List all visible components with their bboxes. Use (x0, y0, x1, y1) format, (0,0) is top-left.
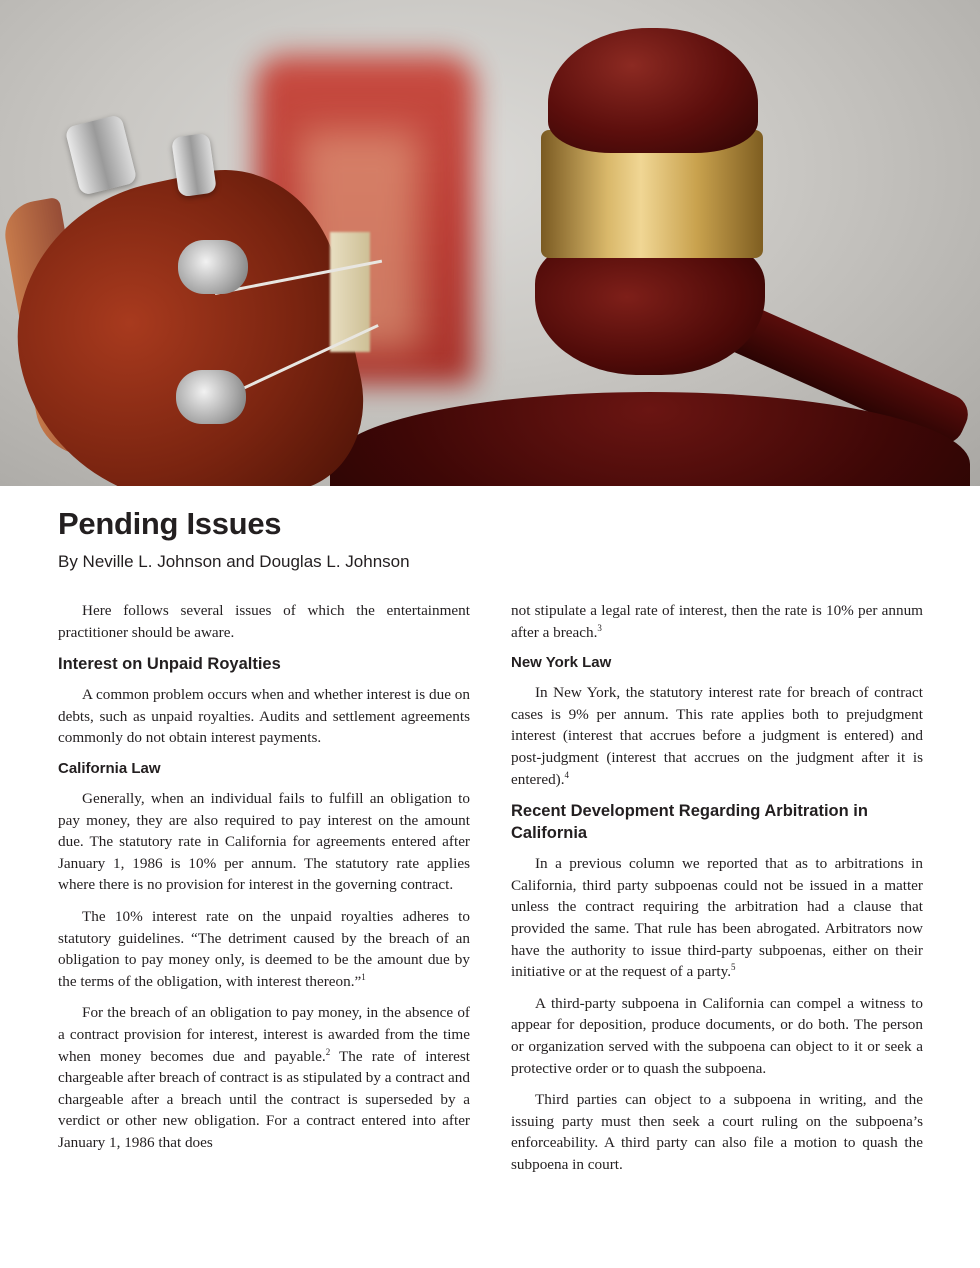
heading-california-law: California Law (58, 759, 161, 777)
paragraph-california-2 (58, 906, 470, 992)
tuning-peg-2 (171, 133, 217, 198)
tuner-post-2 (176, 370, 246, 424)
paragraph-arbitration-3: Third parties can object to a subpoena in writing, and the issuing party must then seek a court ruling on the subpoena’s enforceability. A third party can also file a motion to quash the subpoena in court. (511, 1091, 923, 1173)
heading-interest-unpaid-royalties: Interest on Unpaid Royalties (58, 655, 281, 674)
right-column (511, 600, 923, 1185)
footnote-ref-2: 2 (325, 1046, 331, 1057)
continued-paragraph (511, 600, 923, 643)
paragraph-california-3-text-a: For the breach of an obligation to pay money, in the absence of a contract provision for interest, interest is awarded from the time when money becomes due and payable. (58, 1004, 470, 1065)
paragraph-new-york-text: In New York, the statutory interest rate for breach of contract cases is 9% per annum. This rate applies both to prejudgment interest (interest that accrues before a judgment is entered) and post-judgment (interest that accrues on the judgment after it is entered). (511, 684, 923, 788)
heading-new-york-law: New York Law (511, 654, 612, 672)
article-title: Pending Issues (58, 506, 282, 541)
paragraph-arbitration-1 (511, 853, 923, 983)
paragraph-california-3 (58, 1002, 470, 1153)
paragraph-arbitration-2: A third-party subpoena in California can compel a witness to appear for deposition, produce documents, or do both. The person or organization served with the subpoena can object to it or seek a protective order or to quash the subpoena. (511, 994, 923, 1077)
heading-arbitration: Recent Development Regarding Arbitration in California (511, 802, 868, 843)
left-column (58, 600, 470, 1163)
paragraph-california-3-text-b: The rate of interest chargeable after breach of contract is as stipulated by a contract and chargeable after a breach until the contract is superseded by a verdict or other new obligation. For a contract entered into after January 1, 1986 that does (58, 1047, 470, 1151)
paragraph-interest: A common problem occurs when and whether interest is due on debts, such as unpaid royalties. Audits and settlement agreements commonly do not obtain interest payments. (58, 686, 470, 747)
paragraph-arbitration-1-text: In a previous column we reported that as to arbitrations in California, third party subpoenas could not be issued in a matter unless the contract requiring the arbitration had a clause that provided the same. That rule has been abrogated. Arbitrators now have the authority to issue third-party subpoenas, either on their initiative or at the request of a party. (511, 855, 923, 981)
paragraph-california-2-text: The 10% interest rate on the unpaid royalties adheres to statutory guidelines. “The detriment caused by the breach of an obligation to pay money only, is deemed to be the amount due by the terms of the obligation, with interest thereon.” (58, 907, 470, 990)
guitar-nut (330, 232, 370, 352)
footnote-ref-5: 5 (731, 962, 736, 973)
tuner-post-1 (178, 240, 248, 294)
footnote-ref-1: 1 (361, 971, 366, 982)
footnote-ref-3: 3 (597, 622, 602, 633)
footnote-ref-4: 4 (564, 769, 570, 780)
intro-paragraph: Here follows several issues of which the entertainment practitioner should be aware. (58, 602, 470, 641)
gavel-head-top (548, 28, 758, 153)
tuning-peg-1 (64, 114, 137, 196)
paragraph-new-york (511, 682, 923, 790)
paragraph-california-1: Generally, when an individual fails to fulfill an obligation to pay money, they are also required to pay interest on the amount due. The statutory rate in California for agreements entered after January 1, 1986 is 10% per annum. The statutory rate applies where there is no provision for interest in the governing contract. (58, 789, 470, 894)
article-byline: By Neville L. Johnson and Douglas L. Johnson (58, 552, 410, 571)
continued-paragraph-text: not stipulate a legal rate of interest, then the rate is 10% per annum after a breach. (511, 602, 923, 641)
hero-photo (0, 0, 980, 486)
gavel-head-bottom (535, 245, 765, 375)
